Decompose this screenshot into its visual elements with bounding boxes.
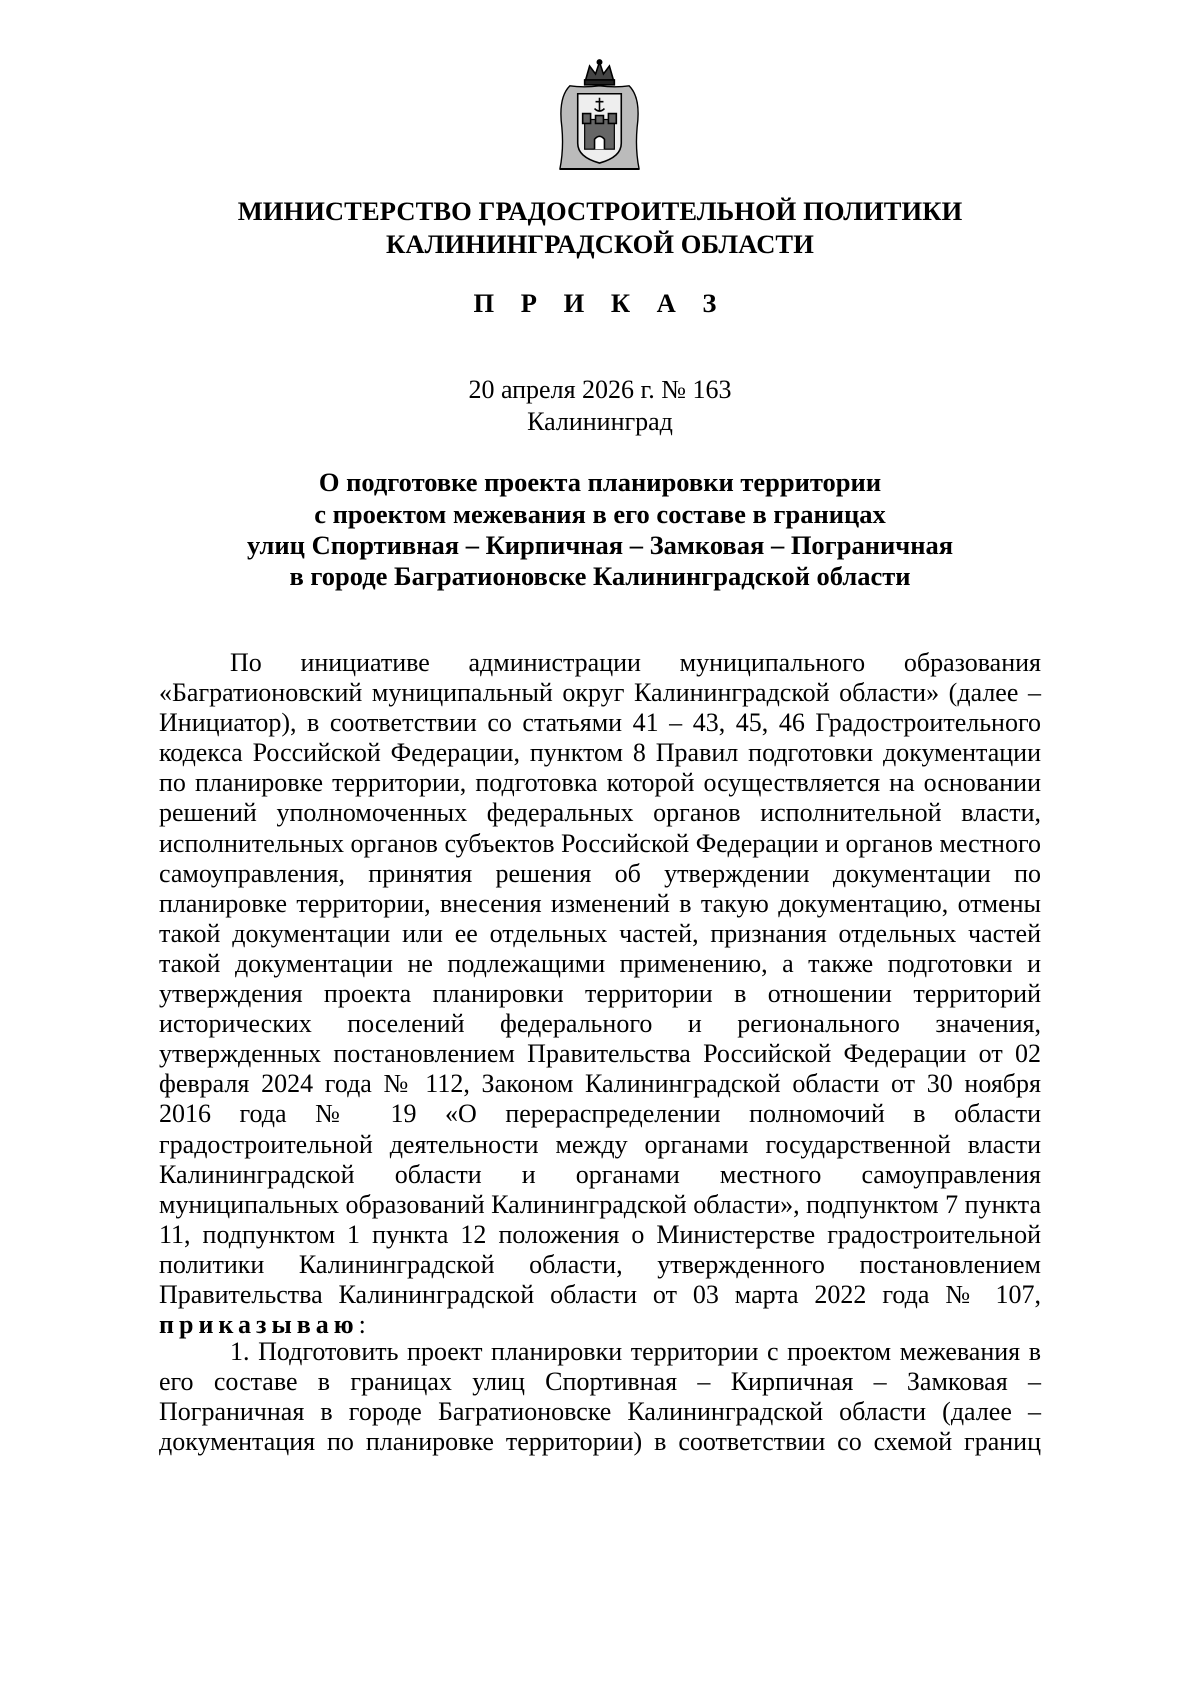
ministry-name-line2: КАЛИНИНГРАДСКОЙ ОБЛАСТИ [386,229,814,259]
document-title-line3: улиц Спортивная – Кирпичная – Замковая – Пограничная [246,530,954,560]
document-title-line2: с проектом межевания в его составе в границах [314,499,886,529]
order-word: приказываю [159,1310,359,1340]
document-title-line1: О подготовке проекта планировки территории [318,467,882,497]
city: Калининград [527,407,673,436]
order-item-1 [159,1337,1041,1457]
ministry-name-line1: МИНИСТЕРСТВО ГРАДОСТРОИТЕЛЬНОЙ ПОЛИТИКИ [237,196,963,226]
order-item-1-text: 1. Подготовить проект планировки территории с проектом межевания в его составе в границах улиц Спортивная – Кирпичная – Замковая – Пограничная в городе Багратионовске Калининградской области (далее – документация по планировке территории) в соответствии со схемой границ [159,1337,1041,1457]
date-and-number: 20 апреля 2026 г. № 163 [468,375,732,404]
document-title-line4: в городе Багратионовске Калининградской области [289,561,911,591]
document-type: П Р И К А З [473,288,727,318]
order-colon: : [358,1310,366,1340]
preamble-text: По инициативе администрации муниципального образования «Багратионовский муниципальный округ Калининградской области» (далее – Инициатор), в соответствии со статьями 41 – 43, 45, 46 Градостроительного кодекса Российской Федерации, пунктом 8 Правил подготовки документации по планировке территории, подготовка которой осуществляется на основании решений уполномоченных федеральных органов исполнительной власти, исполнительных органов субъектов Российской Федерации и органов местного самоуправления, принятия решения об утверждении документации по планировке территории, внесения изменений в такую документацию, отмены такой документации или ее отдельных частей, признания отдельных частей такой документации не подлежащими применению, а также подготовки и утверждения проекта планировки территории в отношении территорий исторических поселений федерального и регионального значения, утвержденных постановлением Правительства Российской Федерации от 02 февраля 2024 года № 112, Законом Калининградской области от 30 ноября 2016 года № 19 «О перераспределении полномочий в области градостроительной деятельности между органами государственной власти Калининградской области и органами местного самоуправления муниципальных образований Калининградской области», подпунктом 7 пункта 11, подпунктом 1 пункта 12 положения о Министерстве градостроительной политики Калининградской области, утвержденного постановлением Правительства Калининградской области от 03 марта 2022 года № 107, [159,648,1041,1309]
coat-of-arms-icon [550,58,649,179]
preamble-paragraph [159,648,1041,1340]
